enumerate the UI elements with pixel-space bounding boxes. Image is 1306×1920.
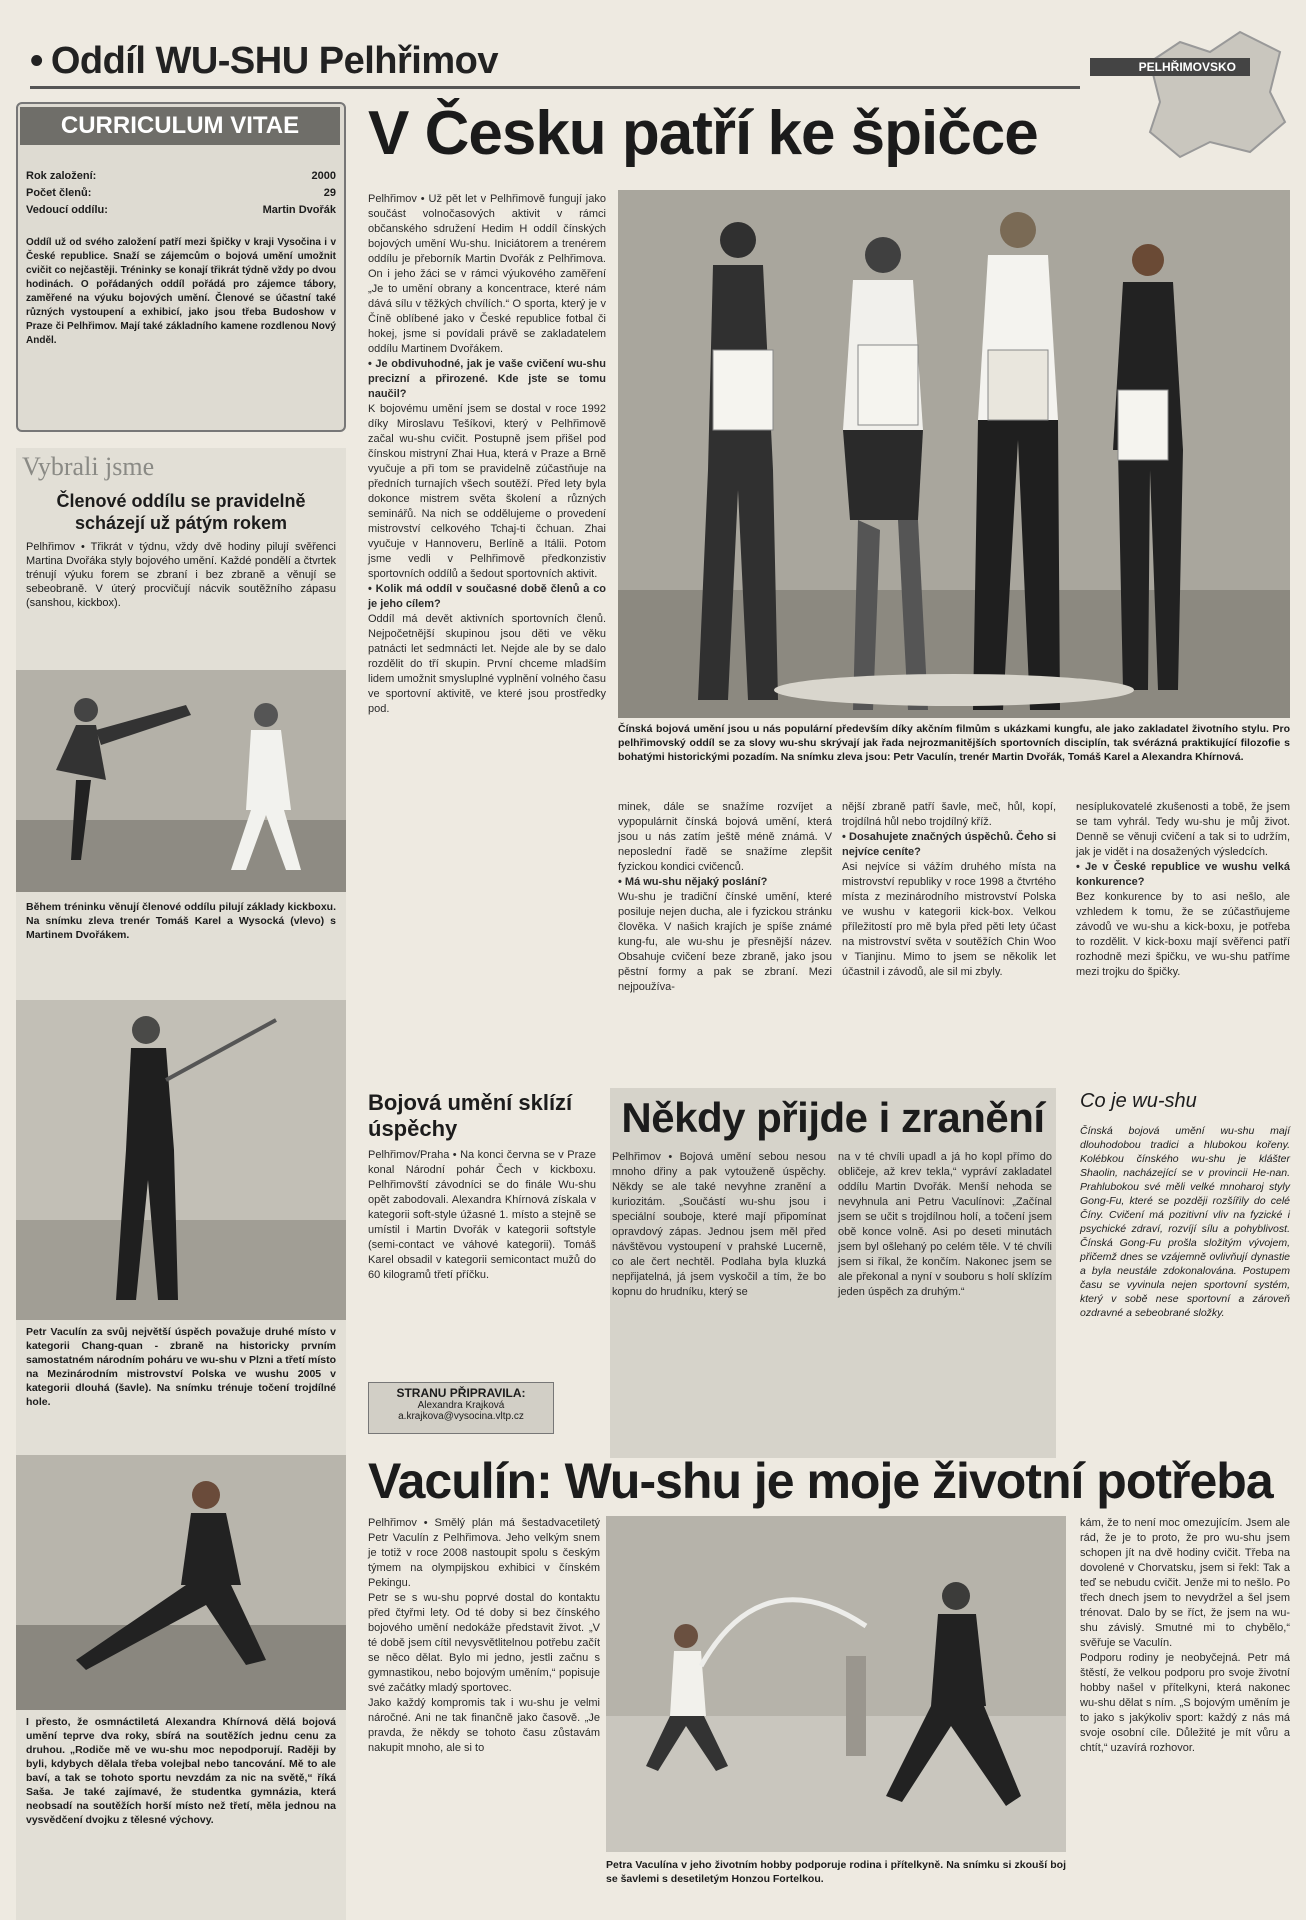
staff-caption: Petr Vaculín za svůj největší úspěch považuje druhé místo v kategorii Chang-quan - zbraně na historicky prvním samostatném národním poháru ve wu-shu v Plzni a třetí místo na Mezinárodním mistrovství Polska ve wushu 2005 v kategorii dlouhá (šavle). Na snímku trénuje točení trojdílné hole. [26, 1326, 336, 1408]
main-col1: Pelhřimov • Už pět let v Pelhřimově fungují jako součást volnočasových aktivit v rámci občanského sdružení Hedim H oddíl čínských bojových umění Wu-shu. Iniciátorem a trenérem oddílu je přeborník Martin Dvořák z Pelhřimova. On i jeho žáci se v rámci výukového zaměření „Je to umění obrany a koncentrace, které nám dává sílu v těžkých chvílích.“ O sporta, který je v Číně oblíbené jako v České republice fotbal či hokej, jsme si povídali právě se zakladatelem oddílu Martinem Dvořákem. • Je obdivuhodné, jak je vaše cvičení wu-shu precizní a přirozené. Kde jste se tomu naučil? K bojovému umění jsem se dostal v roce 1992 díky Miroslavu Tešíkovi, který v Pelhřimově začal wu-shu cvičit. Postupně jsem přišel pod čínskou mistryní Zhai Hua, která v Praze a Brně vyučuje a při tom se pravidelně zúčastňuje na předních turnajích všech soutěží. Před lety byla dokonce mistrem světa školení a různých seminářů. Na nich se oddělujeme o provedení mistrovství celkového Tchaj-ti čchuan. Zhai vyučuje v Hannoveru, Berlíně a Itálii. Potom jsme vedli v Pelhřimově předkonzistiv sportovních oddílů a šedout sportovních aktivit. • Kolik má oddíl v současné době členů a co je jeho cílem? Oddíl má devět aktivních sportovních členů. Nejpočetnější skupinou jsou děti ve věku patnácti let sedmnácti let. Nejde ale by se dalo rozdělit do tří skupin. První chceme mladším lidem umožnit smysluplné vyplnění volného času ve sportovní aktivitě, ve které jsou prostředky pod. [368, 193, 606, 715]
zraneni-col1: Pelhřimov • Bojová umění sebou nesou mnoho dřiny a pak vytouženě úspěchy. Někdy se ale také nevyhne zranění a kuriozitám. „Součástí wu-shu jsou i speciální souboje, které mají připomínat opravdový zápas. Jednou jsem měl před návštěvou vystoupení v prahské Lucerně, co ale čert nechtěl. Podlaha byla kluzká nepřijatelná, já jsem vyskočil a tím, že bo kopnu do hrudníku, který se [612, 1151, 826, 1298]
coje-text: Čínská bojová umění wu-shu mají dlouhodobou tradici a hlubokou kořeny. Kolébkou čínského wu-shu je klášter Shaolin, nacházející se v provincii He-nan. Prahlubokou své měli velké mnoharoj styly Gong-Fu, které se později rozšířily do celé Číny. Cvičení má pozitivní vliv na fyzické i psychické zdraví, rozvíjí sílu a pohyblivost. Čínská Gong-Fu prošla složitým vývojem, přičemž dnes se vzájemně ovlivňují dynastie a byla neustále zdokonalována. Postupem času se vyvinula nejen sportovní systém, který v sobě nese sportovní a zároveň ozdravné a sebeobrané složky. [1080, 1125, 1290, 1319]
cv-text: Oddíl už od svého založení patří mezi špičky v kraji Vysočina i v České republice. Snaží se zájemcům o bojová umění umožnit cvičit co nejčastěji. Tréninky se konají třikrát týdně vždy po dvou hodinách. O pořádaných oddíl pořádá pro zájemce tábory, zaměřené na výuku bojových umění. Členové se účastní také různých vystoupení a exhibicí, jako jsou třeba Budoshow v Praze či Pelhřimov. Mají také základního kamene rozdlenou Nový Anděl. [26, 237, 336, 346]
region-label: PELHŘIMOVSKO [1090, 58, 1250, 76]
vybrali-headline: Členové oddílu se pravidelně scházejí už pátým rokem [56, 491, 306, 533]
team-photo [618, 190, 1290, 718]
main-col3: nější zbraně patří šavle, meč, hůl, kopí, trojdílná hůl nebo trojdílný kříž. • Dosahujete značných úspěchů. Čeho si nejvíce ceníte? Asi nejvíce si vážím druhého místa na mistrovství republiky v roce 1998 a čtvrtého místa z mezinárodního mistrovství Polska ve wushu v kategorii kick-box. Velkou příležitostí pro mě byla před pěti lety účast na mistrovství světa v soutěžích Chin Woo v Tianjinu. Mimo to jsem se několik let účastnil i závodů, ale sil mi zbyly. [842, 801, 1056, 978]
section-rule [30, 86, 1080, 89]
team-photo-caption: Čínská bojová umění jsou u nás populární především díky akčním filmům s ukázkami kungfu, ale jako zakladatel životního stylu. Pro pelhřimovský oddíl se za slovy wu-shu skrývají jak řada nejrozmanitějších sportovních disciplín, tak svérázná praktikující filozofie s bohatými historickými pozadím. Na snímku zleva jsou: Petr Vaculín, trenér Martin Dvořák, Tomáš Karel a Alexandra Khírnová. [618, 723, 1290, 763]
cv-title: CURRICULUM VITAE [20, 107, 340, 145]
zraneni-col2: na v té chvíli upadl a já ho kopl přímo do obličeje, až krev tekla,“ vypráví zakladatel oddílu Martin Dvořák. Menší nehoda se nevyhnula ani Petru Vaculínovi: „Začínal jsem se učit s trojdílnou holí, a točení jsem obě konce volně. Asi po deseti minutách jsem byl ošlehaný po celém těle. V té chvíli jsem si říkal, že končím. Nakonec jsem se ale překonal a nyní v souboru s holí sklízím jeden úspěch za druhým.“ [838, 1151, 1052, 1298]
zraneni-headline: Někdy přijde i zranění [621, 1094, 1045, 1141]
vaculin-photo [606, 1516, 1066, 1852]
coje-title: Co je wu-shu [1080, 1090, 1197, 1112]
cv-row: Počet členů: 29 [26, 187, 336, 199]
main-col4: nesíplukovatelé zkušenosti a tobě, že jsem se tam vyhrál. Tedy wu-shu je můj život. Denně se věnuji cvičení a tak si to udržím, jak je vidět i na dosažených výsledcích. • Je v České republice ve wushu velká konkurence? Bez konkurence by to asi nešlo, ale vzhledem k tomu, že se zúčastňujeme závodů ve wu-shu a kick-boxu, je potřeba to rozdělit. V kick-boxu mají svěřenci patří rozhodně mezi špičku, ve wu-shu patříme mezi trojku do špičky. [1076, 801, 1290, 978]
vaculin-photo-caption: Petra Vaculína v jeho životním hobby podporuje rodina i přítelkyně. Na snímku si zkouší boj se šavlemi s desetiletým Honzou Fortelkou. [606, 1859, 1066, 1885]
uspechy-headline: Bojová umění sklízí úspěchy [368, 1090, 573, 1141]
question: • Kolik má oddíl v současné době členů a co je jeho cílem? [368, 583, 606, 610]
section-title: • Oddíl WU-SHU Pelhřimov [30, 40, 498, 82]
staff-photo [16, 1000, 346, 1320]
kickbox-caption: Během tréninku věnují členové oddílu pilují základy kickboxu. Na snímku zleva trenér Tomáš Karel a Wysocká (vlevo) s Martinem Dvořákem. [26, 901, 336, 941]
main-headline: V Česku patří ke špičce [368, 99, 1038, 168]
kickbox-photo [16, 670, 346, 892]
author-box: STRANU PŘIPRAVILA: Alexandra Krajková a.krajkova@vysocina.vltp.cz [368, 1382, 554, 1434]
question: • Dosahujete značných úspěchů. Čeho si nejvíce ceníte? [842, 831, 1056, 858]
vaculin-col1: Pelhřimov • Smělý plán má šestadvacetiletý Petr Vaculín z Pelhřimova. Jeho velkým snem je totiž v roce 2008 nastoupit spolu s českým týmem na olympijskou exhibici v čínském Pekingu. Petr se s wu-shu poprvé dostal do kontaktu před čtyřmi lety. Od té doby si bez čínského bojového umění nedokáže představit život. „V té době jsem cítil nevysvětlitelnou potřebu začít se něco dělat. Bylo mi jedno, jestli začnu s gymnastikou, nebo bojovým uměním,“ popisuje své začátky mladý sportovec. Jako každý kompromis tak i wu-shu je velmi náročné. Ani ne tak finančně jako časově. „Je pravda, že někdy se tohoto času zůstavám nakupit mnoho, ale si to [368, 1517, 600, 1754]
region-map-icon [1130, 22, 1290, 162]
uspechy-text: Pelhřimov/Praha • Na konci června se v Praze konal Národní pohár Čech v kickboxu. Pelhřimovští závodníci se do finále Wu-shu opět zabodovali. Alexandra Khírnová získala v kategorii soft-style úžasné 1. místo a stejně se umístil i Martin Dvořák v kategorii softstyle (semi-contact ve váhové kategorii). Tomáš Karel obsadil v kategorii semicontact mužů do 60 kilogramů třetí příčku. [368, 1149, 596, 1281]
alexandra-photo [16, 1455, 346, 1710]
vybrali-text: Pelhřimov • Třikrát v týdnu, vždy dvě hodiny pilují svěřenci Martina Dvořáka styly bojového umění. Každé pondělí a čtvrtek trénují výuku forem se zbraní i bez zbraně a věnují se sebeobraně. V úterý procvičují nácvik soutěžního zápasu (sanshou, kickbox). [26, 541, 336, 609]
alexandra-caption: I přesto, že osmnáctiletá Alexandra Khírnová dělá bojová umění teprve dva roky, sbírá na soutěžích jednu cenu za druhou. „Rodiče mě ve wu-shu moc nepodporují. Raději by byli, kdybych dělala třeba volejbal nebo tancování. Mě to ale baví, a tak se tohoto sportu nevzdám za nic na světě,“ říká Saša. Je také zajímavé, že studentka gymnázia, která neobsadí na soutěžích horší místo než třetí, měla jednou na vysvědčení dvojku z tělesné výchovy. [26, 1716, 336, 1826]
question: • Je obdivuhodné, jak je vaše cvičení wu-shu precizní a přirozené. Kde jste se tomu naučil? [368, 358, 606, 400]
vaculin-headline: Vaculín: Wu-shu je moje životní potřeba [368, 1453, 1273, 1509]
question: • Je v České republice ve wushu velká konkurence? [1076, 861, 1290, 888]
main-col2: minek, dále se snažíme rozvíjet a vypopulárnit čínská bojová umění, která jsou u nás zatím ještě méně známá. V neposlední řadě se snažíme zlepšit fyzickou kondici cvičenců. • Má wu-shu nějaký poslání? Wu-shu je tradiční čínské umění, které posiluje nejen ducha, ale i fyzickou stránku člověka. V našich krajích je spíše známé kung-fu, ale wu-shu je přesnější název. Obsahuje cvičení beze zbraně, jako jsou pěstní formy a pak se zbraní. Mezi nejpoužíva- [618, 801, 832, 993]
vaculin-col3: kám, že to není moc omezujícím. Jsem ale rád, že je to proto, že pro wu-shu jsem schopen jít na dvě hodiny cvičit. Třeba na dovolené v Chorvatsku, jsem si řekl: Tak a teď se nebudu cvičit. Jenže mi to nešlo. Po třech dnech jsem to nevydržel a šel jsem trénovat. Dalo by se říct, že jsem na wu-shu závislý. Smutné mi to chybělo,“ svěřuje se Vaculín. Podporu rodiny je neobyčejná. Petr má štěstí, že velkou podporu pro svoje životní hobby našel v přítelkyni, která nakonec wu-shu dělat s ním. „S bojovým uměním je to jako s jakýkoliv sport: každý z nás má svoje osobní cíle. Důležité je mít vůru a chtít,“ uzavírá rozhovor. [1080, 1517, 1290, 1754]
question: • Má wu-shu nějaký poslání? [618, 876, 768, 888]
cv-row: Vedoucí oddílu: Martin Dvořák [26, 204, 336, 216]
vybrali-title: Vybrali jsme [22, 452, 155, 481]
cv-row: Rok založení: 2000 [26, 170, 336, 182]
